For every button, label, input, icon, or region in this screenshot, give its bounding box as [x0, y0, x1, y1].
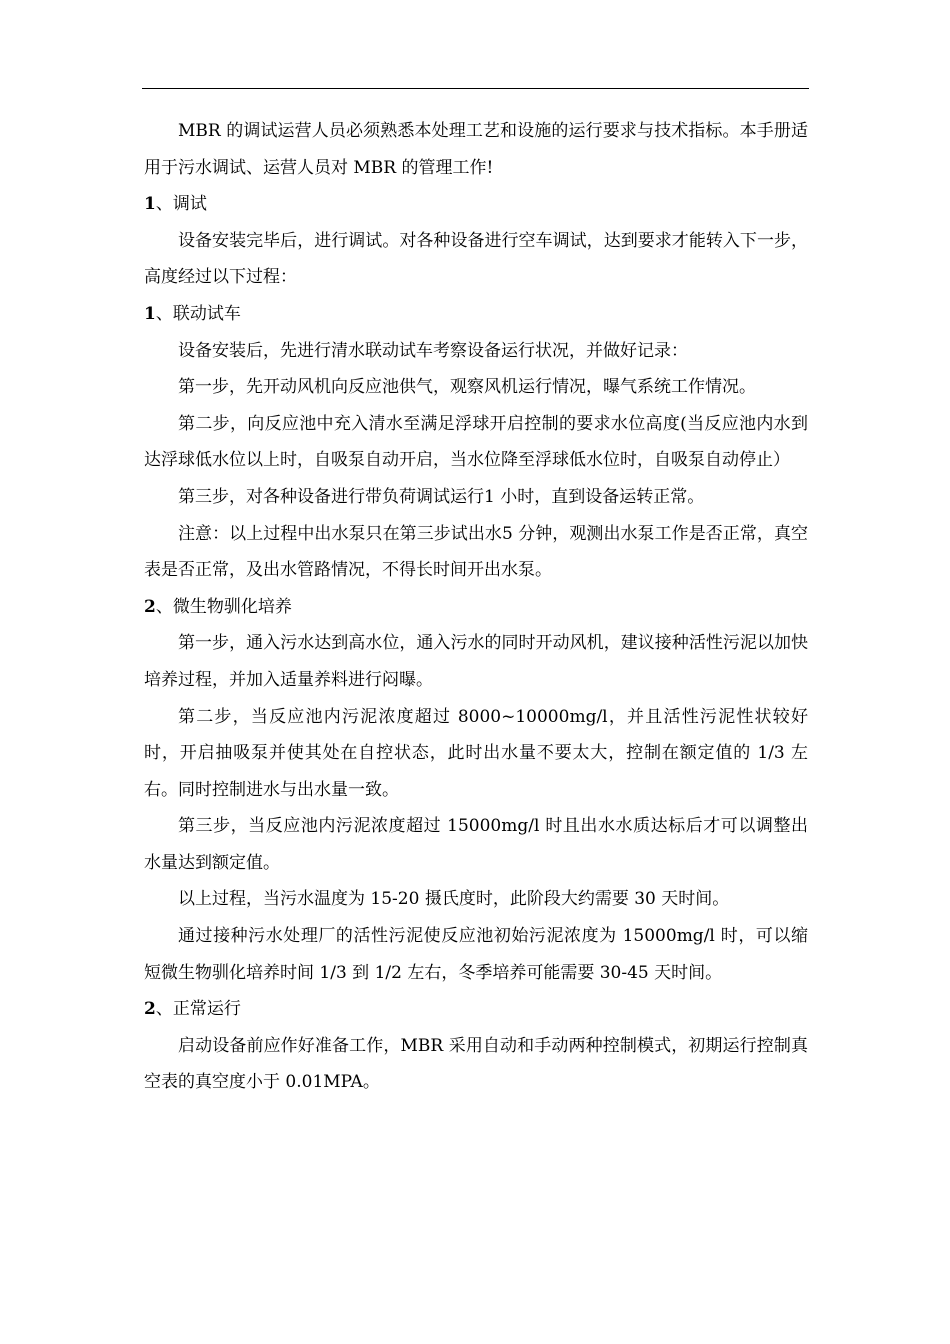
heading-number: 1 [144, 303, 156, 324]
paragraph-step-2: 第二步，当反应池内污泥浓度超过 8000~10000mg/l，并且活性污泥性状较好时，开启抽吸泵并使其处在自控状态，此时出水量不要太大，控制在额定值的 1/3 左右。同时控制进水与出水量一致。 [144, 706, 808, 800]
paragraph-step-1: 第一步，通入污水达到高水位，通入污水的同时开动风机，建议接种活性污泥以加快培养过程，并加入适量养料进行闷曝。 [144, 633, 808, 690]
section-heading-linkage-test [144, 296, 808, 333]
document-body [144, 113, 808, 1101]
heading-number: 2 [144, 596, 156, 617]
header-rule [142, 88, 809, 89]
section-heading-debugging [144, 186, 808, 223]
section-heading-normal-operation [144, 991, 808, 1028]
paragraph-step-2: 第二步，向反应池中充入清水至满足浮球开启控制的要求水位高度(当反应池内水到达浮球低水位以上时，自吸泵自动开启，当水位降至浮球低水位时，自吸泵自动停止） [144, 413, 808, 471]
heading-text: 、微生物驯化培养 [155, 596, 292, 617]
heading-text: 、联动试车 [155, 303, 241, 324]
heading-number: 2 [144, 999, 156, 1020]
paragraph: 设备安装完毕后，进行调试。对各种设备进行空车调试，达到要求才能转入下一步，高度经过以下过程： [144, 230, 808, 288]
paragraph-step-1: 第一步，先开动风机向反应池供气，观察风机运行情况，曝气系统工作情况。 [178, 377, 756, 398]
paragraph: 启动设备前应作好准备工作，MBR 采用自动和手动两种控制模式，初期运行控制真空表的真空度小于 0.01MPA。 [144, 1035, 808, 1093]
heading-number: 1 [144, 194, 156, 215]
paragraph: 通过接种污水处理厂的活性污泥使反应池初始污泥浓度为 15000mg/l 时，可以缩短微生物驯化培养时间 1/3 到 1/2 左右，冬季培养可能需要 30-45 天时间。 [144, 926, 808, 983]
intro-paragraph: MBR 的调试运营人员必须熟悉本处理工艺和设施的运行要求与技术指标。本手册适用于污水调试、运营人员对 MBR 的管理工作! [144, 121, 808, 178]
heading-text: 、正常运行 [155, 999, 241, 1020]
heading-text: 、调试 [155, 194, 207, 215]
paragraph-step-3: 第三步，对各种设备进行带负荷调试运行1 小时，直到设备运转正常。 [178, 486, 705, 507]
paragraph: 设备安装后，先进行清水联动试车考察设备运行状况，并做好记录： [178, 340, 688, 361]
paragraph-note: 注意：以上过程中出水泵只在第三步试出水5 分钟，观测出水泵工作是否正常，真空表是否正常，及出水管路情况，不得长时间开出水泵。 [144, 523, 808, 581]
section-heading-microbe-cultivation [144, 589, 808, 626]
paragraph: 以上过程，当污水温度为 15-20 摄氏度时，此阶段大约需要 30 天时间。 [178, 889, 730, 910]
paragraph-step-3: 第三步，当反应池内污泥浓度超过 15000mg/l 时且出水水质达标后才可以调整出水量达到额定值。 [144, 816, 808, 873]
